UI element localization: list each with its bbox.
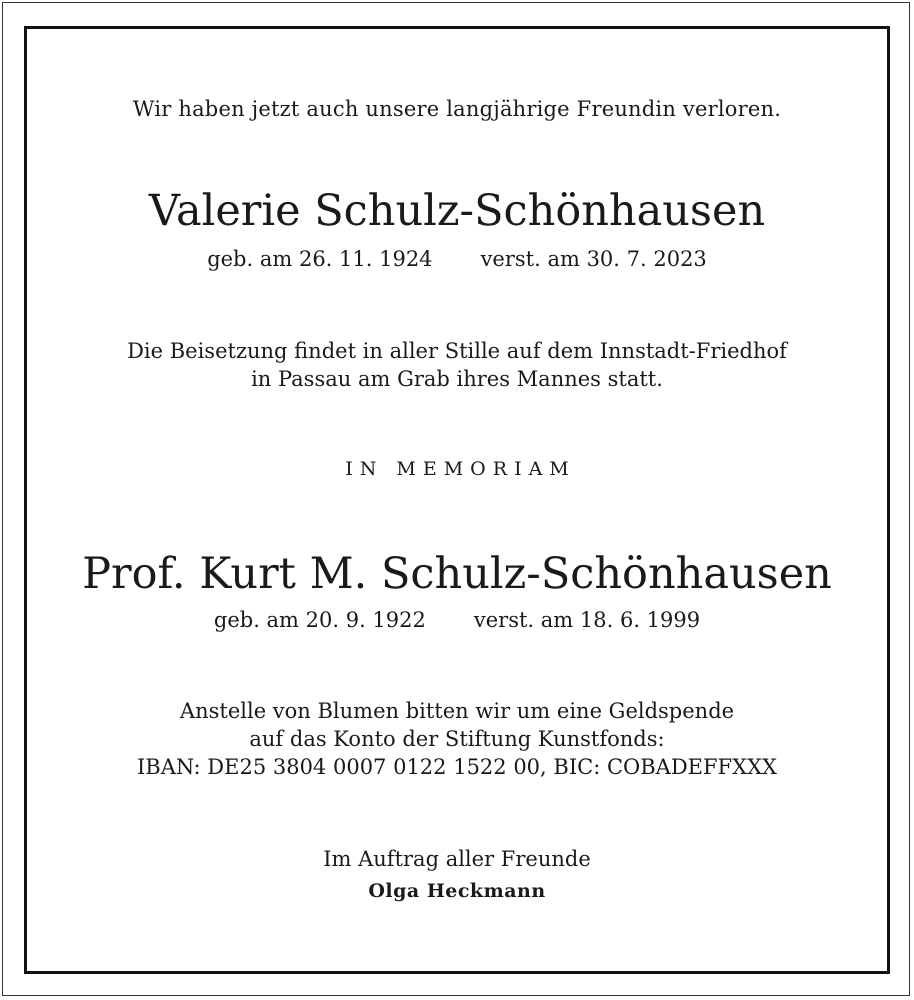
memoriam-heading: IN MEMORIAM (345, 458, 576, 480)
signature-name: Olga Heckmann (368, 880, 546, 902)
memoriam-dates (0, 610, 914, 631)
burial-line-2: in Passau am Grab ihres Mannes statt. (251, 367, 663, 391)
donation-bank-details: IBAN: DE25 3804 0007 0122 1522 00, BIC: COBADEFFXXX (137, 755, 777, 779)
deceased-name: Valerie Schulz-Schönhausen (148, 186, 766, 236)
memoriam-name: Prof. Kurt M. Schulz-Schönhausen (82, 549, 832, 599)
memoriam-born: geb. am 20. 9. 1922 (213, 608, 426, 632)
deceased-dates (0, 249, 914, 270)
intro-text: Wir haben jetzt auch unsere langjährige Freundin verloren. (132, 97, 782, 121)
signature-line: Im Auftrag aller Freunde (323, 847, 591, 871)
donation-line-2: auf das Konto der Stiftung Kunstfonds: (249, 727, 665, 751)
memoriam-died: verst. am 18. 6. 1999 (473, 608, 701, 632)
deceased-died: verst. am 30. 7. 2023 (480, 247, 707, 271)
deceased-born: geb. am 26. 11. 1924 (207, 247, 433, 271)
burial-line-1: Die Beisetzung findet in aller Stille auf dem Innstadt-Friedhof (127, 339, 787, 363)
donation-line-1: Anstelle von Blumen bitten wir um eine Geldspende (179, 699, 735, 723)
mourning-frame (24, 26, 890, 974)
